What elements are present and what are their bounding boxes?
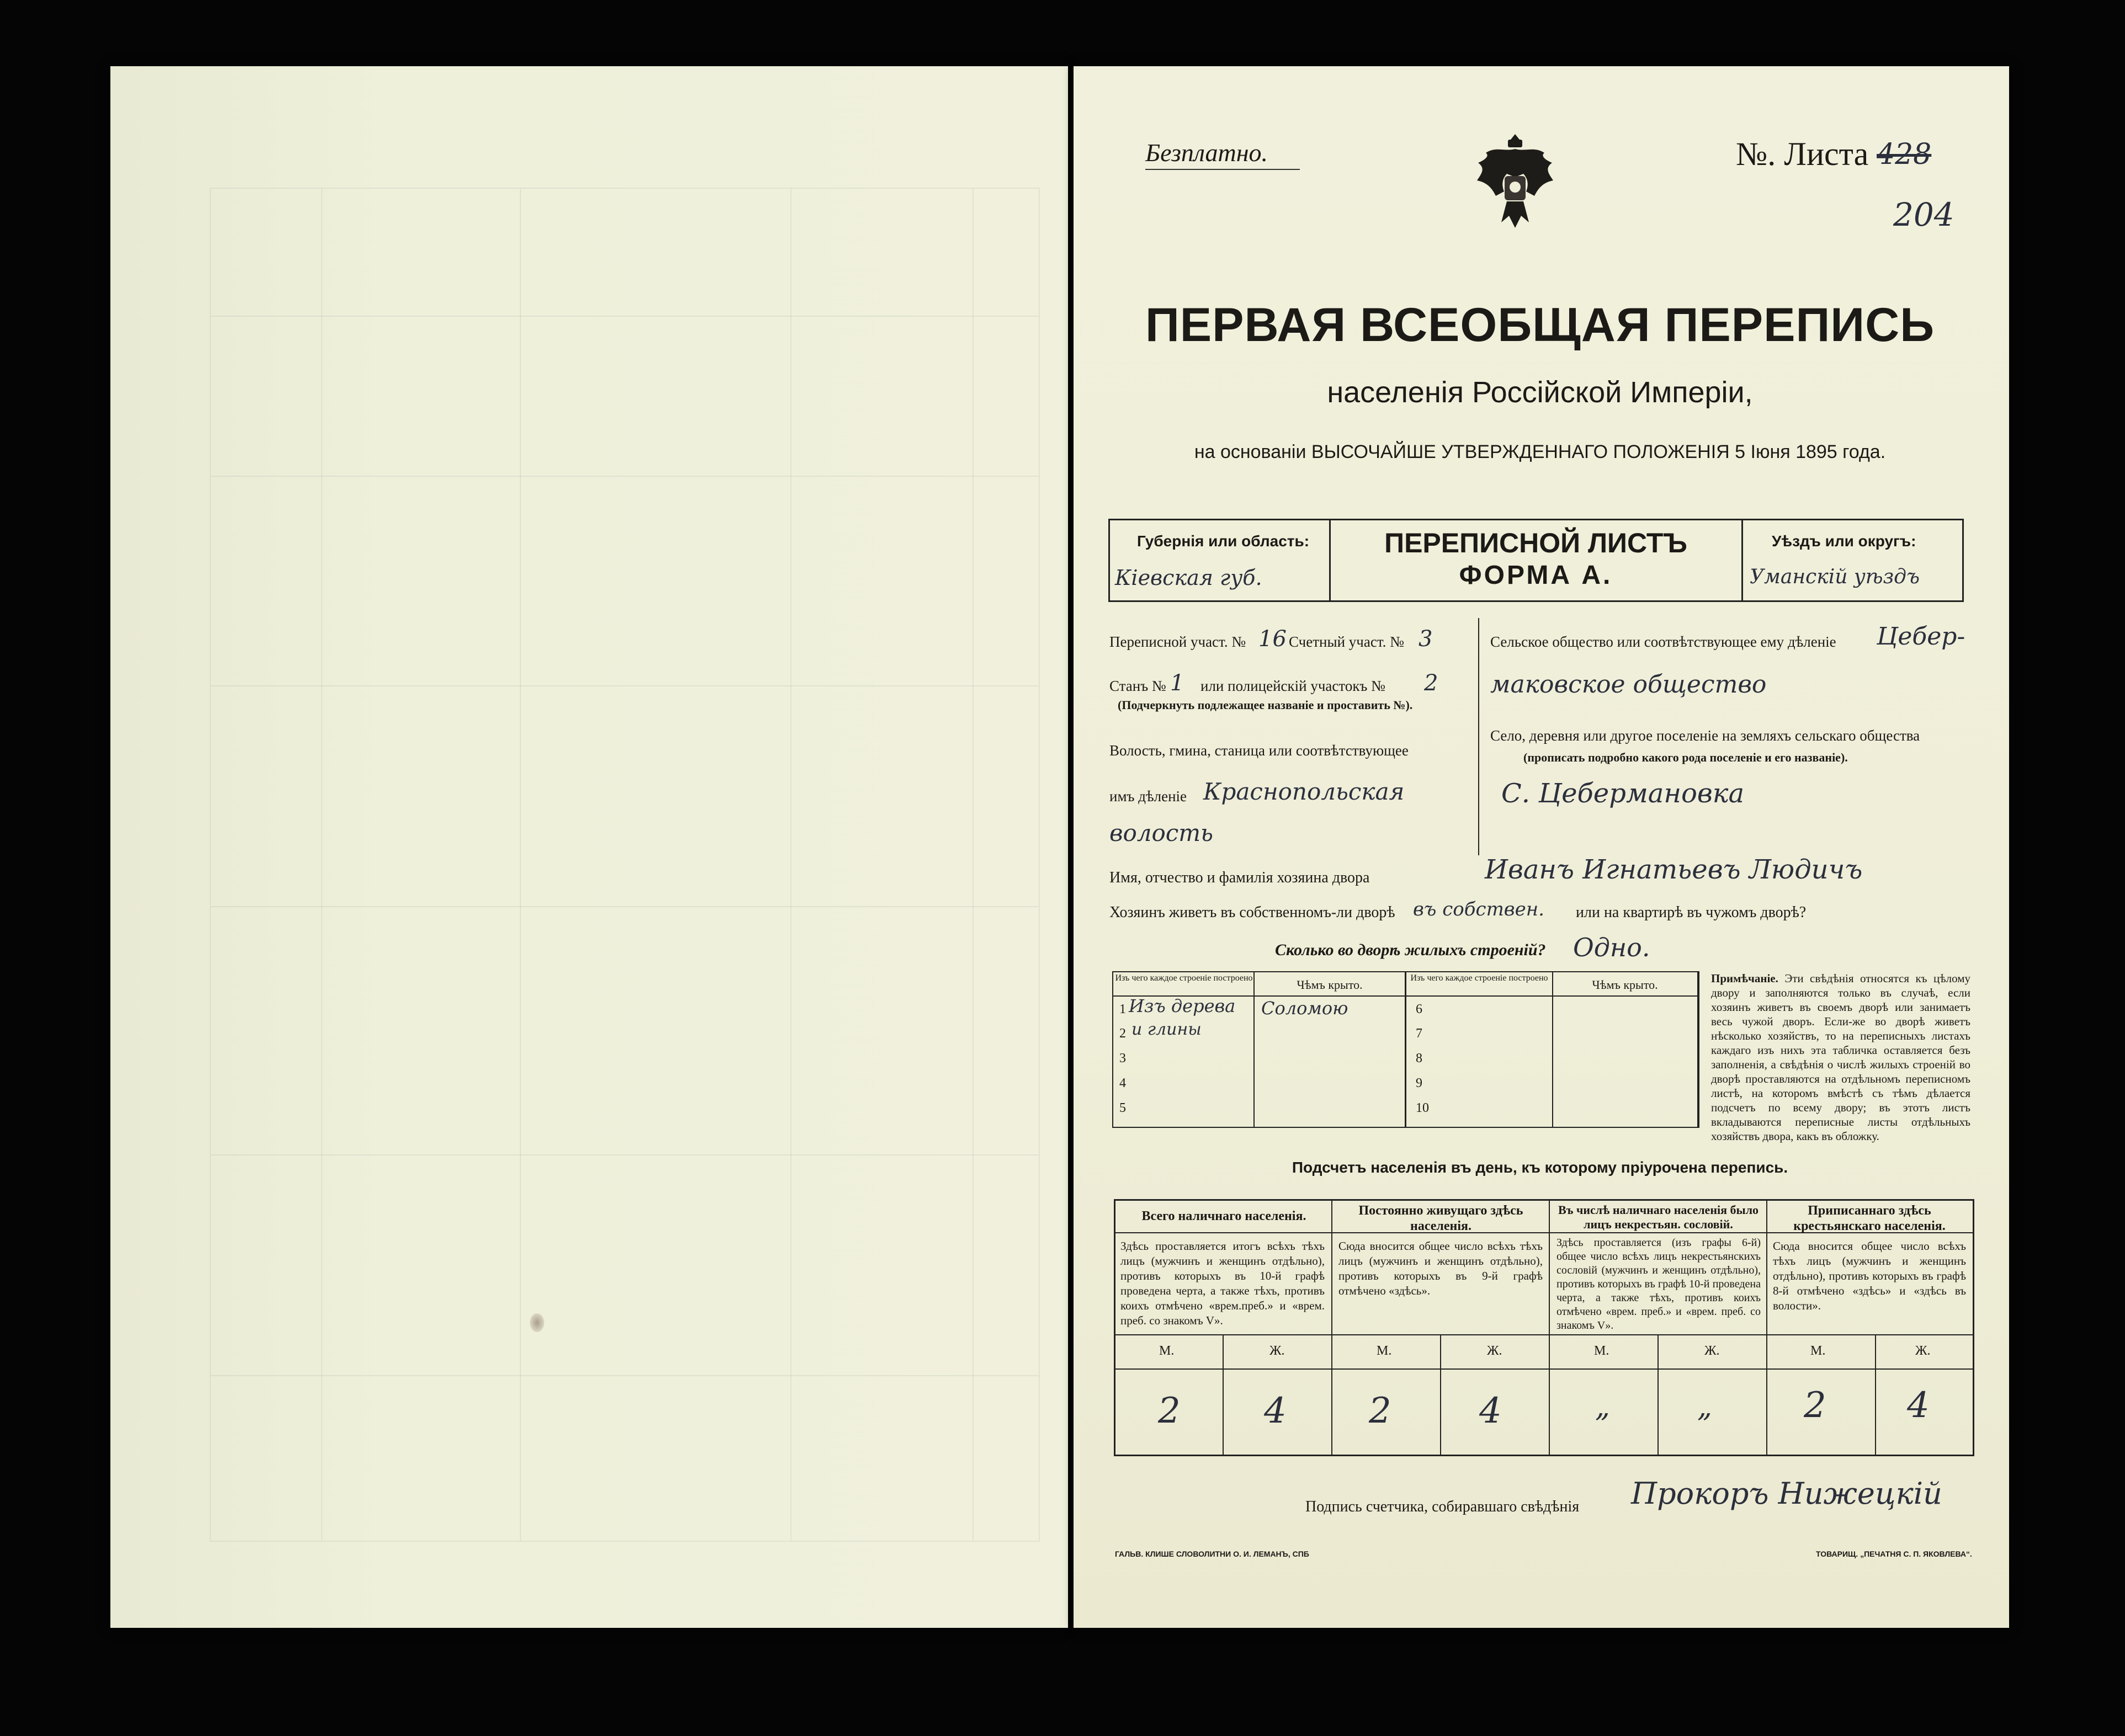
archive-number-pencil: 204 — [1893, 196, 1954, 233]
row-number: 6 — [1416, 1002, 1422, 1016]
society-value: Цебер- — [1877, 622, 1965, 651]
document-basis: на основаніи ВЫСОЧАЙШЕ УТВЕРЖДЕННАГО ПОЛОЖЕНІЯ 5 Іюня 1895 года. — [1194, 441, 1886, 462]
sheet-number-label: №. Листа — [1736, 136, 1869, 172]
permanent-male-value: 2 — [1369, 1391, 1391, 1431]
row-number: 4 — [1119, 1076, 1126, 1090]
census-section-value: 16 — [1258, 626, 1287, 652]
f-label: Ж. — [1487, 1344, 1502, 1358]
row-number: 1 — [1119, 1002, 1126, 1016]
village-label: Село, деревня или другое поселеніе на земляхъ сельскаго общества — [1490, 727, 1920, 744]
village-value: С. Цебермановка — [1501, 778, 1745, 809]
row-material: и глины — [1131, 1020, 1202, 1039]
census-section-label: Переписной участ. № — [1109, 633, 1246, 650]
row-number: 8 — [1416, 1051, 1422, 1066]
residence-value: въ собствен. — [1413, 898, 1544, 920]
province-value: Кіевская губ. — [1115, 566, 1262, 590]
owner-value: Иванъ Игнатьевъ Людичъ — [1485, 854, 1863, 885]
col-material-left: Изъ чего каждое строеніе построено — [1115, 973, 1253, 983]
note-block — [1711, 971, 1970, 1143]
residence-label: Хозяинъ живетъ въ собственномъ-ли дворѣ — [1109, 904, 1395, 921]
row-material: Изъ дерева — [1129, 995, 1236, 1016]
district-label: Уѣздъ или округъ: — [1772, 532, 1916, 550]
count-col-registered-title: Приписаннаго здѣсь крестьянскаго населенія. — [1793, 1204, 1946, 1233]
volost-label-2: имъ дѣленіе — [1109, 788, 1187, 805]
row-number: 5 — [1119, 1101, 1126, 1115]
sheet-number-value: 428 — [1877, 138, 1932, 171]
double-headed-eagle-emblem-icon — [1474, 130, 1556, 235]
count-section-label: Счетный участ. № — [1289, 633, 1404, 650]
registered-male-value: 2 — [1804, 1385, 1826, 1426]
form-title-line1: ПЕРЕПИСНОЙ ЛИСТЪ — [1384, 528, 1687, 558]
volost-value: Краснопольская — [1203, 778, 1405, 805]
f-label: Ж. — [1915, 1344, 1931, 1358]
total-female-value: 4 — [1264, 1391, 1287, 1431]
count-col-registered-text: Сюда вносится общее число всѣхъ тѣхъ лицъ (мужчинъ и женщинъ отдѣльно), противъ которыхъ въ графѣ 8-й отмѣчено «здѣсь» и «здѣсь въ волости». — [1773, 1239, 1966, 1312]
nonpeasant-male-value: „ — [1595, 1391, 1610, 1424]
row-number: 2 — [1119, 1026, 1126, 1041]
f-label: Ж. — [1704, 1344, 1720, 1358]
count-col-permanent-title: Постоянно живущаго здѣсь населенія. — [1358, 1204, 1523, 1233]
bleed-through-table-ghost — [210, 188, 1040, 1542]
row-number: 10 — [1416, 1101, 1429, 1115]
printer-mark-left: ГАЛЬВ. КЛИШЕ СЛОВОЛИТНИ О. И. ЛЕМАНЪ, СПБ — [1115, 1549, 1309, 1558]
form-title-line2: ФОРМА А. — [1459, 561, 1613, 590]
society-label: Сельское общество или соотвѣтствующее ему дѣленіе — [1490, 633, 1836, 650]
count-col-total-text: Здѣсь проставляется итогъ всѣхъ тѣхъ лицъ (мужчинъ и женщинъ отдѣльно), противъ которыхъ въ 10-й графѣ проведена черта, а также тѣхъ, противъ коихъ отмѣчено «врем.преб.» и «врем. преб. со знакомъ V». — [1120, 1239, 1325, 1327]
count-col-nonpeasant-title: Въ числѣ наличнаго населенія было лицъ некрестьян. сословій. — [1558, 1203, 1759, 1231]
permanent-female-value: 4 — [1479, 1391, 1502, 1431]
note-title: Примѣчаніе. — [1711, 972, 1778, 985]
document-title: ПЕРВАЯ ВСЕОБЩАЯ ПЕРЕПИСЬ — [1145, 299, 1935, 352]
signature-value: Прокоръ Нижецкій — [1631, 1476, 1942, 1511]
police-section-value: 2 — [1424, 670, 1438, 696]
free-of-charge-label: Безплатно. — [1145, 139, 1268, 167]
count-col-nonpeasant-text: Здѣсь проставляется (изъ графы 6-й) общее число всѣхъ лицъ некрестьянскихъ сословій (мужчинъ и женщинъ отдѣльно), противъ которыхъ въ графѣ 10-й проведена черта, а также тѣхъ, противъ коихъ отмѣчено «врем. преб.» и «врем. преб. со знакомъ V». — [1556, 1237, 1761, 1332]
underline-hint: (Подчеркнуть подлежащее названіе и проставить №). — [1118, 698, 1413, 712]
count-col-permanent-text: Сюда вносится общее число всѣхъ тѣхъ лицъ (мужчинъ и женщинъ отдѣльно), противъ которыхъ въ 9-й графѣ отмѣчено «здѣсь». — [1338, 1239, 1543, 1297]
col-roof-left: Чѣмъ крыто. — [1297, 978, 1363, 992]
row-number: 9 — [1416, 1076, 1422, 1090]
volost-label: Волость, гмина, станица или соотвѣтствующее — [1109, 742, 1409, 759]
stan-label: Станъ № — [1109, 678, 1166, 694]
m-label: М. — [1594, 1344, 1609, 1358]
col-material-right: Изъ чего каждое строеніе построено — [1410, 973, 1548, 983]
total-male-value: 2 — [1158, 1391, 1181, 1431]
village-hint: (прописать подробно какого рода поселеніе и его названіе). — [1523, 750, 1848, 764]
printer-mark-right: ТОВАРИЩ. „ПЕЧАТНЯ С. П. ЯКОВЛЕВА“. — [1816, 1549, 1972, 1558]
document-subtitle: населенія Россійской Имперіи, — [1327, 376, 1753, 409]
buildings-count-label: Сколько во дворѣ жилыхъ строеній? — [1275, 941, 1546, 959]
district-value: Уманскій уѣздъ — [1750, 566, 1920, 588]
society-value-2: маковское общество — [1490, 670, 1767, 699]
left-page-blank-reverse — [110, 66, 1068, 1628]
m-label: М. — [1159, 1344, 1175, 1358]
note-text: Эти свѣдѣнія относятся къ цѣлому двору и заполняются только въ случаѣ, если хозяинъ живетъ въ своемъ дворѣ или занимаетъ весь чужой дворъ. Если-же во дворѣ живетъ нѣсколько хозяйствъ, то на переписныхъ листахъ каждаго изъ нихъ эта табличка оставляется безъ заполненія, а свѣдѣнія о числѣ жилыхъ строеній во дворѣ проставляются на отдѣльномъ переписномъ листѣ, на которомъ вмѣстѣ съ тѣмъ дѣлается подсчетъ по всему двору; въ этотъ листъ вкладываются переписные листы отдѣльныхъ хозяйствъ двора, какъ въ обложку. — [1711, 972, 1970, 1143]
count-col-total-title: Всего наличнаго населенія. — [1141, 1209, 1306, 1223]
count-section-value: 3 — [1419, 626, 1433, 652]
row-number: 3 — [1119, 1051, 1126, 1066]
nonpeasant-female-value: „ — [1697, 1391, 1712, 1424]
row-number: 7 — [1416, 1026, 1422, 1041]
m-label: М. — [1377, 1344, 1392, 1358]
residence-label-2: или на квартирѣ въ чужомъ дворѣ? — [1576, 904, 1807, 921]
registered-female-value: 4 — [1907, 1385, 1930, 1426]
province-label: Губернія или область: — [1137, 532, 1310, 550]
owner-label: Имя, отчество и фамилія хозяина двора — [1109, 869, 1370, 886]
volost-value-2: волость — [1109, 819, 1213, 846]
col-roof-right: Чѣмъ крыто. — [1592, 978, 1658, 992]
police-section-label: или полицейскій участокъ № — [1200, 678, 1385, 694]
paper-stain — [530, 1313, 544, 1332]
buildings-count-value: Одно. — [1573, 933, 1650, 962]
stan-value: 1 — [1170, 670, 1184, 696]
row-roof: Соломою — [1261, 998, 1348, 1019]
f-label: Ж. — [1269, 1344, 1285, 1358]
count-heading: Подсчетъ населенія въ день, къ которому пріурочена перепись. — [1292, 1159, 1788, 1176]
signature-label: Подпись счетчика, собиравшаго свѣдѣнія — [1305, 1498, 1580, 1515]
m-label: М. — [1810, 1344, 1826, 1358]
